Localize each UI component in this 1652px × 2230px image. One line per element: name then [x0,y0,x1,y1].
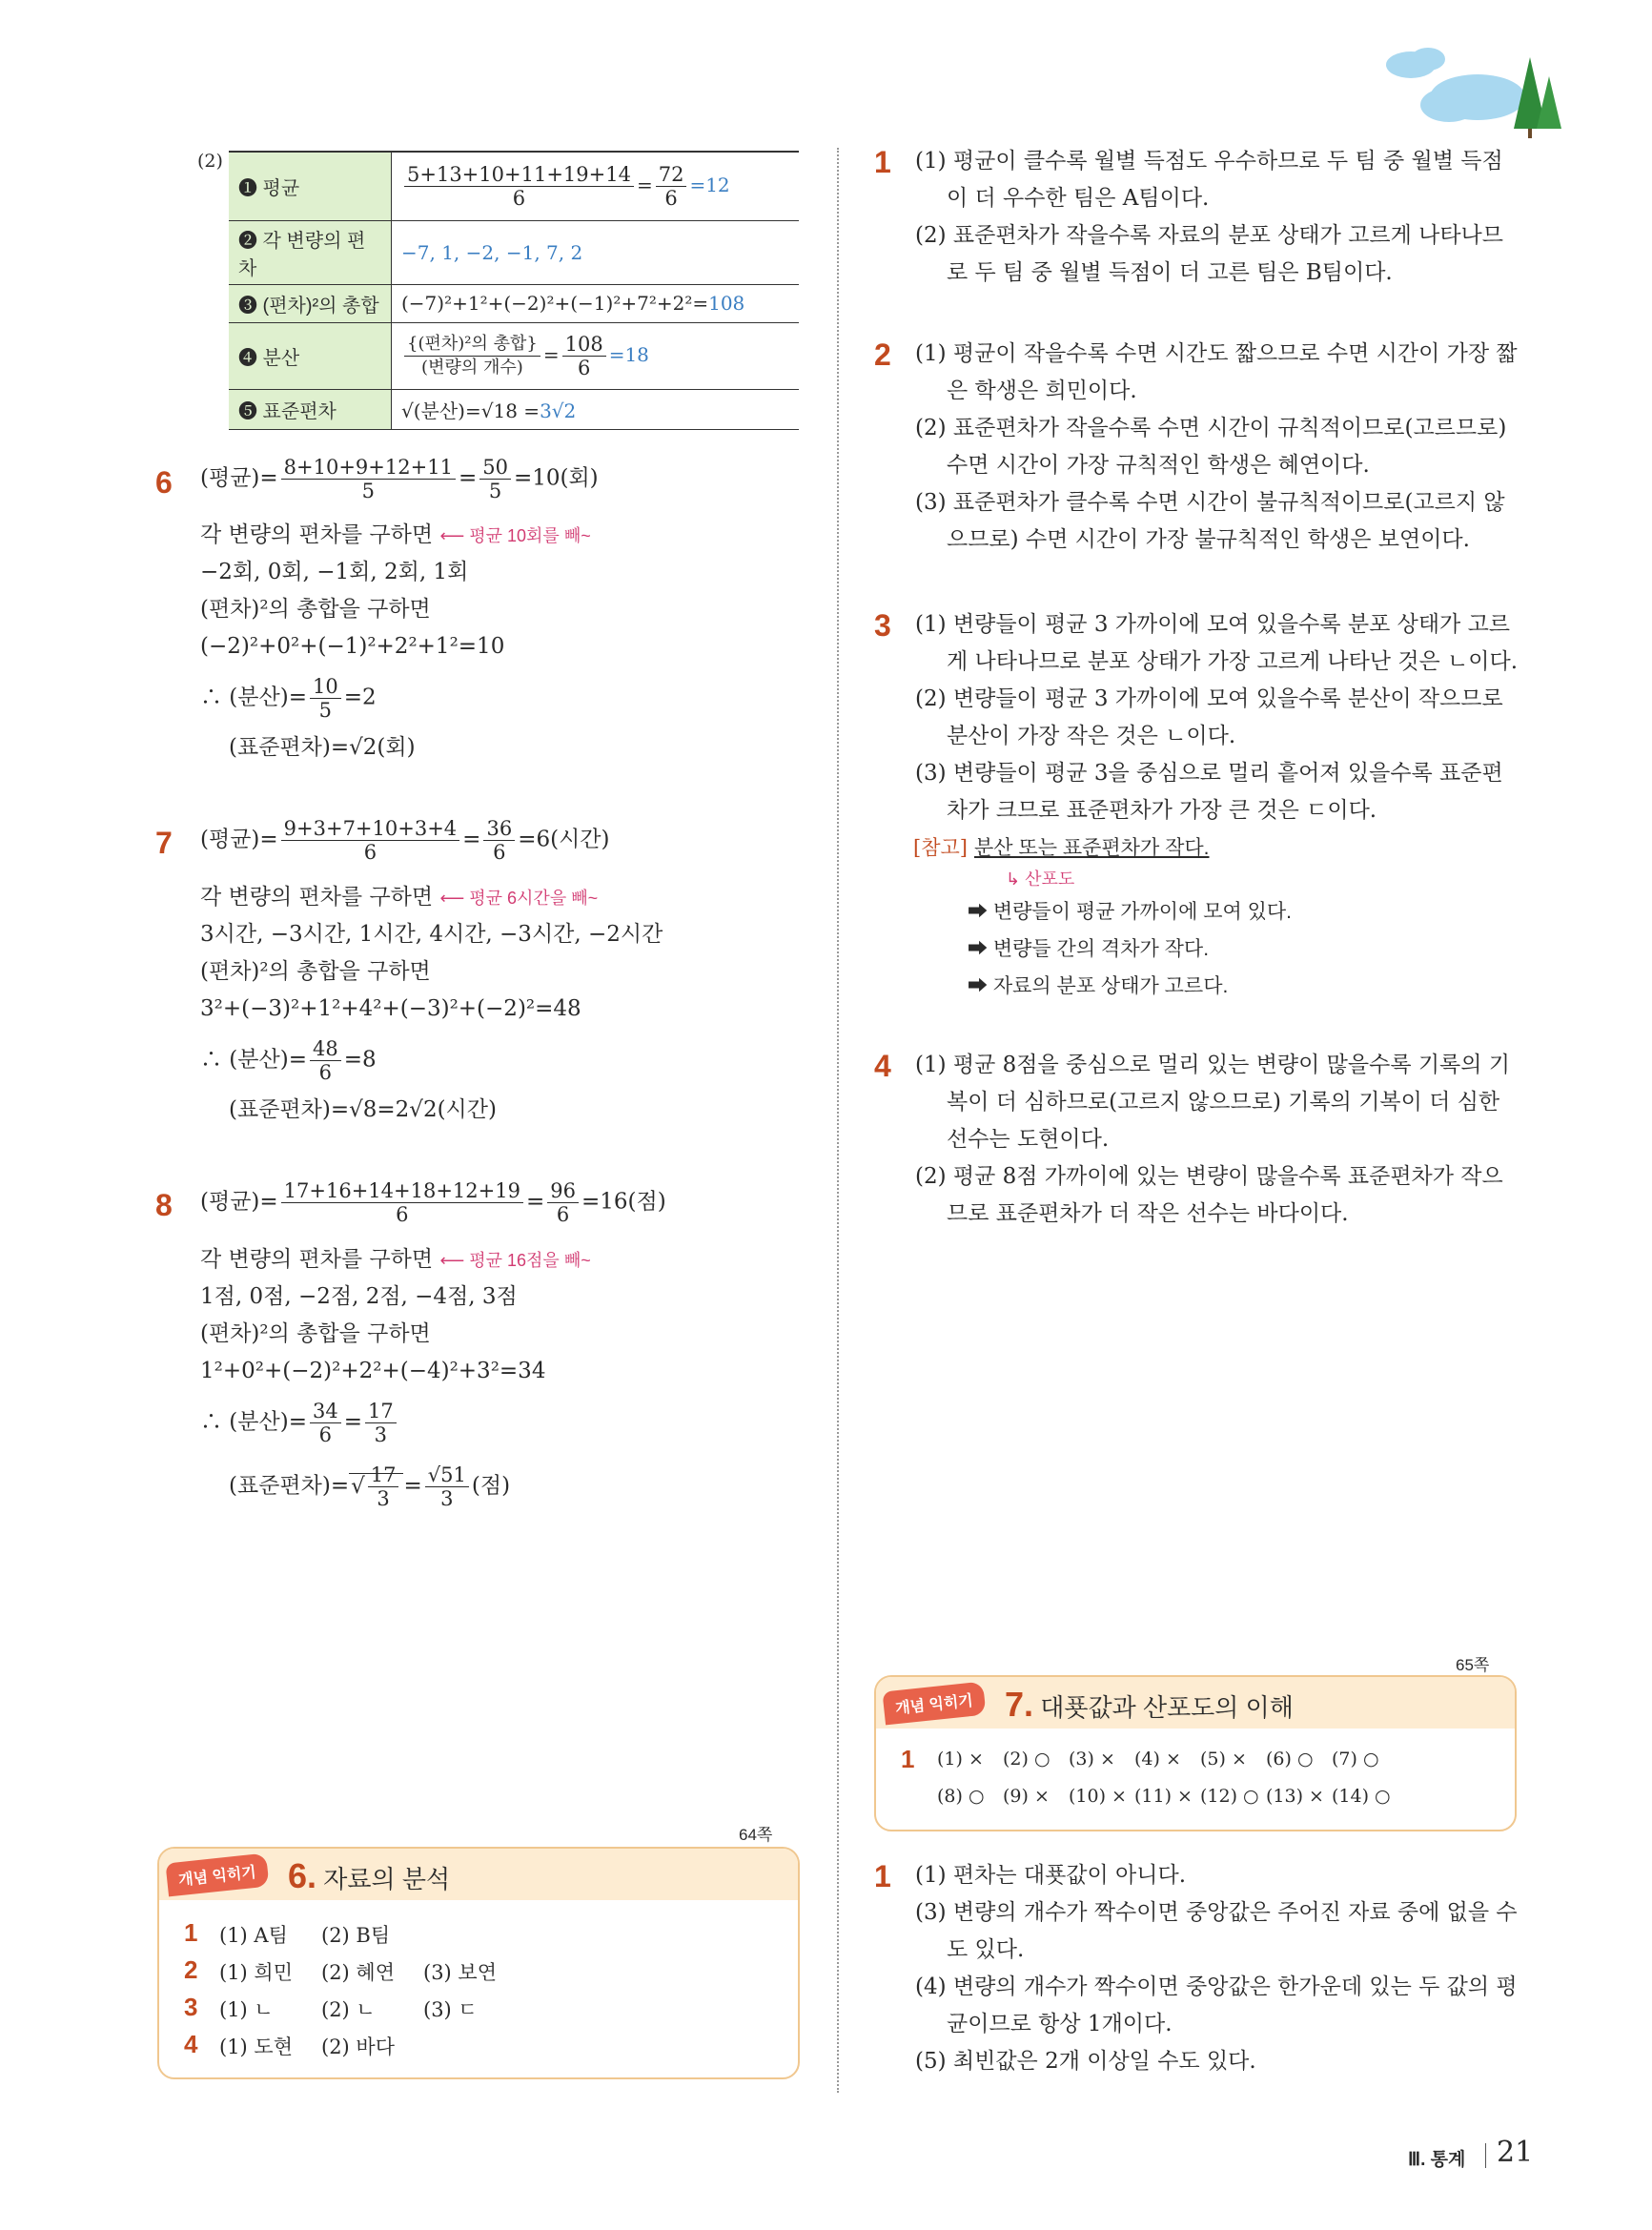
table-row [229,220,799,284]
problem-number: 2 [874,338,891,372]
problem-6-line2: −2회, 0회, −1회, 2회, 1회 [200,560,469,584]
answer-line: (1) 편차는 대푯값이 아니다. [915,1863,1187,1888]
answer-line: (3) 변량의 개수가 짝수이면 중앙값은 주어진 자료 중에 없을 수 [915,1900,1518,1925]
box7-answer: (2) ○ [1003,1749,1050,1770]
problem-number: 4 [874,1049,891,1083]
frac-den: 3 [377,1487,390,1510]
answer-line: (2) 변량들이 평균 3 가까이에 모여 있을수록 분산이 작으므로 [915,686,1503,711]
hint-arrow: ⟵ 평균 10회를 빼~ [439,526,591,545]
problem-6-number: 6 [155,465,173,500]
step-text: 각 변량의 편차를 구하면 [200,522,434,547]
problem-8-variance [200,1400,399,1446]
table-row [229,284,799,322]
page-ref-64: 64쪽 [739,1826,773,1844]
answer-line: (1) 평균이 클수록 월별 득점도 우수하므로 두 팀 중 월별 득점 [915,149,1503,174]
variance-table [229,151,799,430]
hint-text: 평균 10회를 빼~ [469,526,591,545]
table-label: ❷ 각 변량의 편차 [229,220,392,284]
frac-den: 6 [318,1423,333,1446]
problem-6-sd: (표준편차)=√2(회) [229,735,416,760]
frac-num: 108 [562,333,606,357]
problem-6-mean: (평균)= $\frac{8+10+9+12+11}{5}$ = $\frac{50}{5}$ =10(회) [200,456,599,502]
mean-label: (평균)= [200,827,278,852]
answer-line: 으므로) 수면 시간이 가장 불규칙적인 학생은 보연이다. [947,527,1470,552]
table-value: $\frac{5+13+10+11+19+14}{6}$ = $\frac{72}{6}$ =12 [392,152,800,220]
box6-answer: (2) ㄴ [321,1998,376,2021]
problem-8-line3: (편차)²의 총합을 구하면 [200,1321,431,1346]
frac-num: 17+16+14+18+12+19 [281,1179,523,1203]
mean-result: =16(점) [581,1189,666,1215]
variance-result: =2 [343,685,377,710]
table-row [229,322,799,389]
page-number: 21 [1497,2136,1534,2169]
frac-den: 5 [361,480,375,502]
table-row [229,389,799,429]
frac-den: 6 [493,841,506,864]
frac-den: 6 [363,841,377,864]
answer-line: (3) 표준편차가 클수록 수면 시간이 불규칙적이므로(고르지 않 [915,490,1505,515]
box6-answer: (2) 혜연 [321,1961,395,1984]
hint-arrow: ⟵ 평균 16점을 빼~ [439,1251,591,1270]
problem-7-sd: (표준편차)=√8=2√2(시간) [229,1097,497,1122]
box6-answer: (2) B팀 [321,1924,391,1947]
footer-section: Ⅲ. 통계 [1408,2150,1466,2170]
answer-line: 게 나타나므로 분포 상태가 가장 고르게 나타난 것은 ㄴ이다. [947,649,1519,674]
frac-num: 72 [656,163,687,187]
problem-number: 1 [874,145,891,179]
answer-line: 선수는 도현이다. [947,1127,1110,1152]
column-divider [837,148,839,2093]
variance-label: ∴ (분산)= [200,1047,307,1073]
frac-num: 48 [310,1037,341,1061]
table-result: =12 [689,173,730,196]
sd-label: (표준편차)= [229,1473,350,1499]
concept-tag: 개념 익히기 [882,1682,986,1726]
answer-line: 수면 시간이 가장 규칙적인 학생은 혜연이다. [947,453,1370,478]
page-ref-65: 65쪽 [1456,1656,1490,1674]
answer-line: 복이 더 심하므로(고르지 않으므로) 기록의 기복이 더 심한 [947,1090,1500,1115]
step-text: 각 변량의 편차를 구하면 [200,885,434,910]
clouds-trees-decoration [1373,38,1563,143]
reference-sub: ↳ 산포도 [1006,869,1075,889]
problem-8-mean: (평균)= $\frac{17+16+14+18+12+19}{6}$ = $\frac{96}{6}$ =16(점) [200,1179,666,1226]
answer-line: (2) 평균 8점 가까이에 있는 변량이 많을수록 표준편차가 작으 [915,1164,1503,1189]
table-label: ❹ 분산 [229,322,392,389]
box6-row-number: 2 [184,1955,198,1984]
problem-8-sd: (표준편차)=√ $\frac{17}{3}$ = $\frac{√51}{3}$ (점) [229,1463,511,1510]
answer-line: 도 있다. [947,1937,1025,1962]
problem-7-variance [200,1037,377,1084]
answer-line: (1) 변량들이 평균 3 가까이에 모여 있을수록 분포 상태가 고르 [915,612,1511,637]
answer-line: 차가 크므로 표준편차가 가장 큰 것은 ㄷ이다. [947,798,1377,823]
box-title-num: 6. [288,1856,317,1895]
frac-den: 5 [318,699,333,722]
box7-answer: (10) × [1069,1786,1127,1807]
problem-7-line1 [200,879,598,917]
box-title-text: 대푯값과 산포도의 이해 [1040,1693,1294,1722]
problem-8-line2: 1점, 0점, −2점, 2점, −4점, 3점 [200,1284,518,1309]
problem-7-line2: 3시간, −3시간, 1시간, 4시간, −3시간, −2시간 [200,922,663,947]
table-result: 108 [708,292,745,315]
frac-den: (변량의 개수) [421,357,523,378]
frac-num: 34 [310,1400,341,1423]
hint-text: 평균 16점을 빼~ [469,1251,591,1270]
frac-den: 6 [318,1061,333,1084]
frac-num: 10 [310,675,341,699]
problem-6-line3: (편차)²의 총합을 구하면 [200,597,431,622]
answer-line: 로 두 팀 중 월별 득점이 더 고른 팀은 B팀이다. [947,260,1393,285]
reference-arrow-line: ➡ 변량들 간의 격차가 작다. [968,938,1210,960]
table-label: ❶ 평균 [229,152,392,220]
table-expr: (−7)²+1²+(−2)²+(−1)²+7²+2²= [401,292,709,315]
answer-line: 분산이 가장 작은 것은 ㄴ이다. [947,724,1236,748]
frac-den: 6 [512,186,526,210]
box6-row-number: 4 [184,2030,198,2058]
table-value: −7, 1, −2, −1, 7, 2 [392,220,800,284]
box7-answer: (12) ○ [1200,1786,1259,1807]
box7-answer: (3) × [1069,1749,1115,1770]
problem-8-line4: 1²+0²+(−2)²+2²+(−4)²+3²=34 [200,1359,546,1383]
problem-7-line4: 3²+(−3)²+1²+4²+(−3)²+(−2)²=48 [200,996,581,1021]
mean-result: =6(시간) [518,827,610,852]
problem-6-variance [200,675,377,722]
frac-num: 36 [483,817,515,841]
frac-num: 17 [368,1463,399,1487]
box6-answer: (1) ㄴ [219,1998,274,2021]
answer-line: 므로 표준편차가 더 작은 선수는 바다이다. [947,1201,1349,1226]
problem-6-line1 [200,517,591,555]
variance-label: ∴ (분산)= [200,685,307,710]
equals: = [343,1409,362,1435]
answer-line: (5) 최빈값은 2개 이상일 수도 있다. [915,2049,1256,2074]
table-label: ❺ 표준편차 [229,389,392,429]
answer-line: (1) 평균이 작을수록 수면 시간도 짧으므로 수면 시간이 가장 짧 [915,341,1518,366]
box7-answer: (14) ○ [1332,1786,1391,1807]
reference-arrow-line: ➡ 자료의 분포 상태가 고르다. [968,975,1229,997]
hint-text: 평균 6시간을 빼~ [469,889,599,908]
box-title-num: 7. [1005,1685,1034,1724]
box6-answer: (3) ㄷ [423,1998,478,2021]
frac-num: 9+3+7+10+3+4 [281,817,460,841]
table-expr: √(분산)=√18 = [401,399,540,422]
box6-answer: (2) 바다 [321,2036,395,2058]
frac-num: 17 [365,1400,397,1423]
answer-line: (3) 변량들이 평균 3을 중심으로 멀리 흩어져 있을수록 표준편 [915,761,1503,786]
mean-label: (평균)= [200,1189,278,1215]
table-value [392,284,800,322]
box7-answer: (7) ○ [1332,1749,1379,1770]
answer-line: 이 더 우수한 팀은 A팀이다. [947,186,1210,211]
concept-tag: 개념 익히기 [165,1853,269,1897]
answer-line: (2) 표준편차가 작을수록 자료의 분포 상태가 고르게 나타나므 [915,223,1503,248]
box7-answer: (8) ○ [937,1786,985,1807]
frac-den: 6 [577,356,591,379]
answer-line: 은 학생은 희민이다. [947,378,1137,403]
box-title [1005,1685,1294,1725]
box7-answer: (6) ○ [1266,1749,1314,1770]
problem-8-number: 8 [155,1188,173,1222]
mean-label: (평균)= [200,465,278,491]
box7-answer: (1) × [937,1749,984,1770]
step-text: 각 변량의 편차를 구하면 [200,1247,434,1272]
frac-num: 96 [547,1179,579,1203]
box-title [288,1856,450,1896]
box-title-text: 자료의 분석 [323,1865,451,1893]
sqrt-bar: √ $\frac{17}{3}$ [349,1473,403,1499]
table-value: $\frac{\text{\{(편차)²의 총합\}}}{\text{(변량의 개수)}}$ = $\frac{108}{6}$ =18 [392,322,800,389]
frac-den: 3 [374,1423,388,1446]
box7-row-number: 1 [901,1745,915,1773]
frac-den: 3 [440,1487,454,1510]
frac-den: 6 [664,186,678,210]
variance-label: ∴ (분산)= [200,1409,307,1435]
frac-den: 6 [396,1203,409,1226]
frac-num: 8+10+9+12+11 [281,456,456,480]
sd-unit: (점) [471,1473,511,1499]
part2-label: (2) [197,151,223,172]
table-result: 3√2 [540,399,577,422]
problem-number: 1 [874,1859,891,1893]
reference-arrow-line: ➡ 변량들이 평균 가까이에 모여 있다. [968,901,1293,923]
box7-answer: (11) × [1134,1786,1193,1807]
variance-result: =8 [343,1047,377,1073]
frac-num: √51 [425,1463,469,1487]
problem-7-mean: (평균)= $\frac{9+3+7+10+3+4}{6}$ = $\frac{36}{6}$ =6(시간) [200,817,610,864]
table-value [392,389,800,429]
frac-den: 6 [556,1203,570,1226]
frac-num: 50 [479,456,511,480]
reference-label: [참고] [913,836,968,859]
frac-num: {(편차)²의 총합} [404,333,540,357]
box6-answer: (3) 보연 [423,1961,497,1984]
answer-line: (2) 표준편차가 작을수록 수면 시간이 규칙적이므로(고르므로) [915,416,1507,440]
problem-number: 3 [874,608,891,643]
box6-answer: (1) 도현 [219,2036,293,2058]
problem-7-line3: (편차)²의 총합을 구하면 [200,959,431,984]
frac-den: 5 [488,480,502,502]
answer-line: (4) 변량의 개수가 짝수이면 중앙값은 한가운데 있는 두 값의 평 [915,1974,1518,1999]
box7-answer: (9) × [1003,1786,1050,1807]
answer-line: 균이므로 항상 1개이다. [947,2012,1173,2036]
table-result: =18 [608,342,649,366]
frac-num: 5+13+10+11+19+14 [404,163,634,187]
footer-divider [1485,2143,1486,2168]
problem-7-number: 7 [155,826,173,860]
table-label: ❸ (편차)²의 총합 [229,284,392,322]
answer-line: (1) 평균 8점을 중심으로 멀리 있는 변량이 많을수록 기록의 기 [915,1053,1511,1077]
box7-answer: (4) × [1134,1749,1181,1770]
reference-text: 분산 또는 표준편차가 작다. [974,837,1210,859]
box7-answer: (5) × [1200,1749,1247,1770]
box6-answer: (1) A팀 [219,1924,288,1947]
mean-result: =10(회) [513,465,599,491]
table-row [229,152,799,220]
hint-arrow: ⟵ 평균 6시간을 빼~ [439,889,599,908]
box6-row-number: 3 [184,1993,198,2021]
box6-row-number: 1 [184,1918,198,1947]
problem-8-line1 [200,1241,591,1279]
box7-answer: (13) × [1266,1786,1324,1807]
problem-6-line4: (−2)²+0²+(−1)²+2²+1²=10 [200,634,505,659]
box6-answer: (1) 희민 [219,1961,293,1984]
